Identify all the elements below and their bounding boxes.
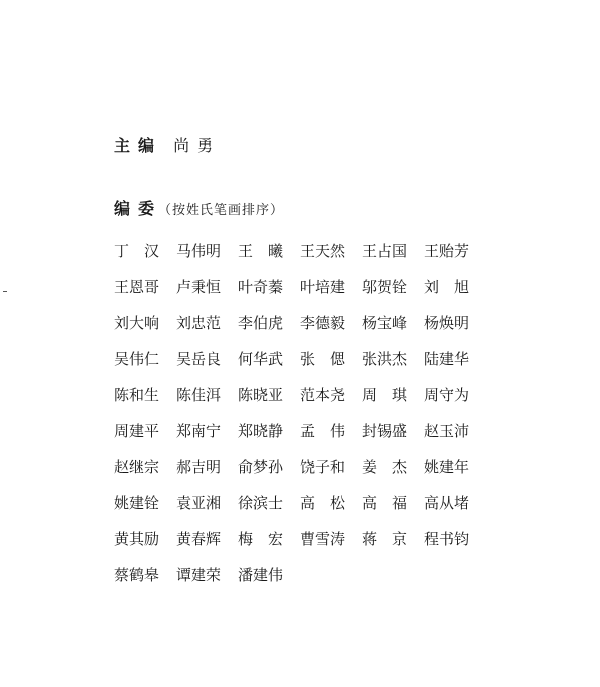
member-name: 蔡鹤皋 [114, 565, 160, 584]
member-name: 陈晓亚 [238, 385, 284, 404]
member-name: 赵继宗 [114, 457, 160, 476]
member-row [114, 232, 486, 268]
member-name: 吴岳良 [176, 349, 222, 368]
member-name: 周 琪 [362, 385, 408, 404]
member-name: 李德毅 [300, 313, 346, 332]
member-name: 吴伟仁 [114, 349, 160, 368]
member-row [114, 376, 486, 412]
member-name: 刘大响 [114, 313, 160, 332]
member-grid [114, 232, 486, 592]
member-name: 刘忠范 [176, 313, 222, 332]
member-name: 封锡盛 [362, 421, 408, 440]
member-name: 姚建年 [424, 457, 470, 476]
member-name: 郑南宁 [176, 421, 222, 440]
member-row [114, 484, 486, 520]
member-name: 姜 杰 [362, 457, 408, 476]
member-name: 郑晓静 [238, 421, 284, 440]
member-name: 郝吉明 [176, 457, 222, 476]
chief-editor-name-1: 尚 [173, 136, 190, 155]
member-name: 叶培建 [300, 277, 346, 296]
member-name: 叶奇蓁 [238, 277, 284, 296]
member-name: 张 偲 [300, 349, 346, 368]
member-name: 黄春辉 [176, 529, 222, 548]
member-row [114, 448, 486, 484]
member-row [114, 556, 486, 592]
member-name: 王天然 [300, 241, 346, 260]
member-name: 王恩哥 [114, 277, 160, 296]
member-name: 马伟明 [176, 241, 222, 260]
member-name: 袁亚湘 [176, 493, 222, 512]
member-name: 姚建铨 [114, 493, 160, 512]
member-name: 李伯虎 [238, 313, 284, 332]
member-name: 饶子和 [300, 457, 346, 476]
chief-editor-name-2: 勇 [197, 136, 214, 155]
member-name: 徐滨士 [238, 493, 284, 512]
member-row [114, 340, 486, 376]
editorial-board-heading [114, 196, 284, 219]
member-row [114, 520, 486, 556]
member-name: 卢秉恒 [176, 277, 222, 296]
member-name: 杨焕明 [424, 313, 470, 332]
member-name: 陈和生 [114, 385, 160, 404]
member-name: 程书钧 [424, 529, 470, 548]
member-name: 赵玉沛 [424, 421, 470, 440]
member-name: 周守为 [424, 385, 470, 404]
member-name: 潘建伟 [238, 565, 284, 584]
member-name: 黄其励 [114, 529, 160, 548]
member-name: 高 福 [362, 493, 408, 512]
member-name: 俞梦孙 [238, 457, 284, 476]
member-row [114, 304, 486, 340]
member-row [114, 268, 486, 304]
member-row [114, 412, 486, 448]
member-name: 蒋 京 [362, 529, 408, 548]
member-name: 高 松 [300, 493, 346, 512]
board-label-1: 编 [114, 199, 131, 218]
member-name: 刘 旭 [424, 277, 470, 296]
chief-editor-label-1: 主 [114, 136, 131, 155]
member-name: 高从堵 [424, 493, 470, 512]
member-name: 曹雪涛 [300, 529, 346, 548]
member-name: 梅 宏 [238, 529, 284, 548]
member-name: 张洪杰 [362, 349, 408, 368]
member-name: 陈佳洱 [176, 385, 222, 404]
member-name: 孟 伟 [300, 421, 346, 440]
member-name: 邬贺铨 [362, 277, 408, 296]
member-name: 王占国 [362, 241, 408, 260]
member-name: 王贻芳 [424, 241, 470, 260]
member-name: 陆建华 [424, 349, 470, 368]
member-name: 范本尧 [300, 385, 346, 404]
chief-editor-label-2: 编 [138, 136, 155, 155]
member-name: 丁 汉 [114, 241, 160, 260]
member-name: 王 曦 [238, 241, 284, 260]
margin-mark [3, 291, 7, 292]
member-name: 何华武 [238, 349, 284, 368]
member-name: 杨宝峰 [362, 313, 408, 332]
member-name: 谭建荣 [176, 565, 222, 584]
member-name: 周建平 [114, 421, 160, 440]
sort-note: （按姓氏笔画排序） [158, 203, 285, 218]
board-label-2: 委 [138, 199, 155, 218]
chief-editor-line [114, 133, 213, 156]
